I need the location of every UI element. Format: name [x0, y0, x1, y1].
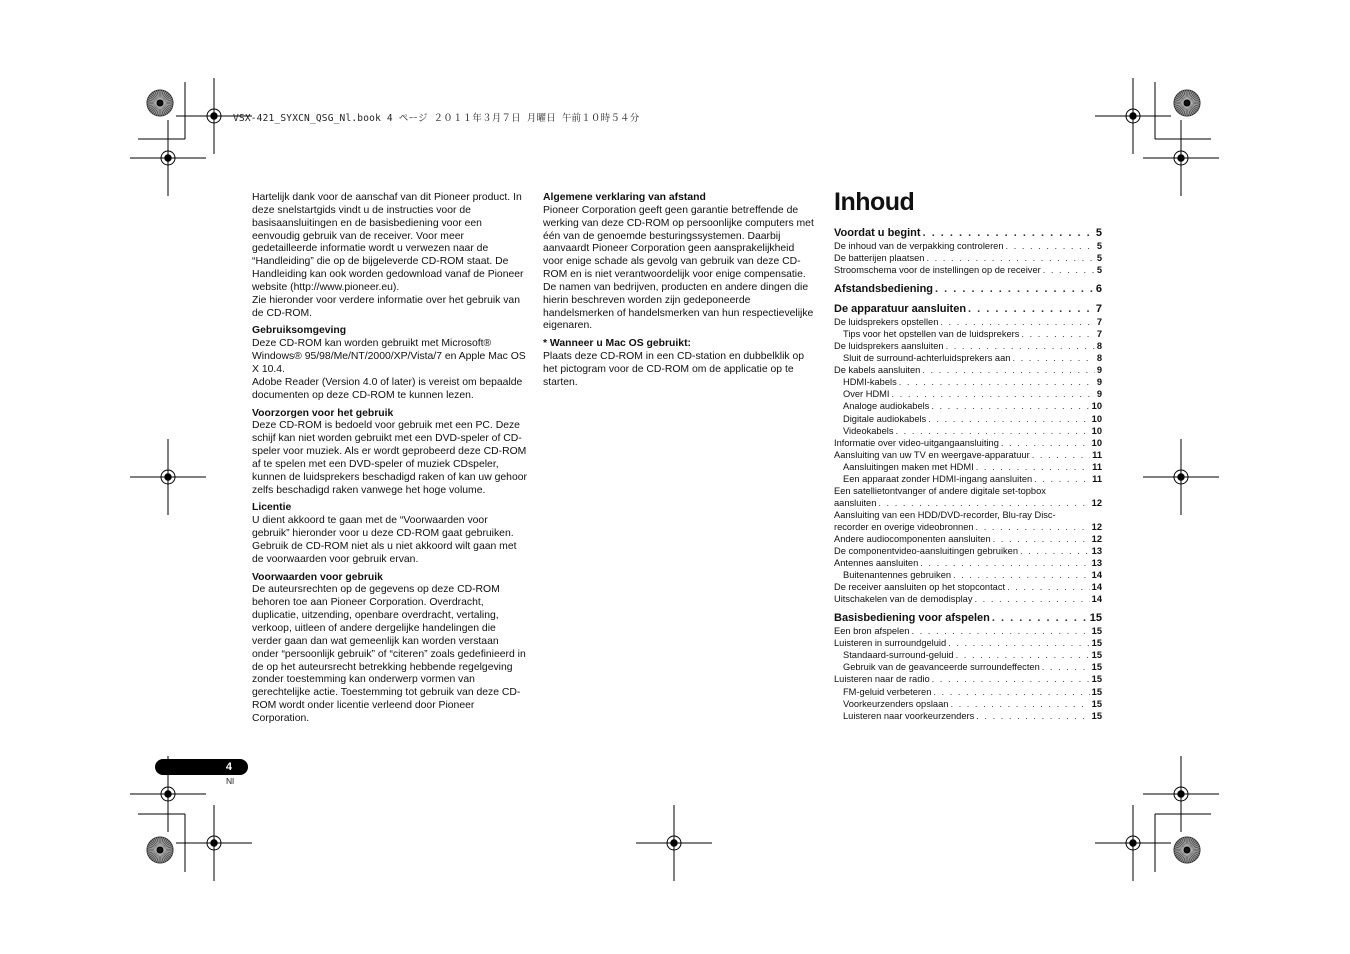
toc-leader — [926, 252, 1094, 264]
toc-entry — [834, 485, 1102, 497]
toc-entry-title: FM-geluid verbeteren — [843, 686, 932, 697]
toc-entry — [834, 252, 1102, 264]
section-heading: * Wanneer u Mac OS gebruikt: — [543, 338, 691, 350]
toc-entry — [834, 316, 1102, 328]
toc-page-number: 15 — [1091, 698, 1102, 709]
toc-chapter-entry — [834, 303, 1102, 316]
crosshair-mark — [165, 791, 171, 797]
toc-page-number: 8 — [1096, 353, 1102, 364]
toc-page-number: 15 — [1089, 612, 1102, 625]
toc-leader — [1007, 581, 1090, 593]
toc-entry-title: De receiver aansluiten op het stopcontact — [834, 582, 1006, 593]
toc-page-number: 7 — [1096, 317, 1102, 328]
star-target-mark — [157, 100, 163, 106]
toc-entry-title: Aansluiting van uw TV en weergave-apparatuur — [834, 449, 1030, 460]
toc-chapter-entry — [834, 227, 1102, 240]
toc-entry-title: De luidsprekers opstellen — [834, 317, 939, 328]
toc-entry-title: Antennes aansluiten — [834, 558, 919, 569]
toc-entry — [834, 569, 1102, 581]
section-paragraph: Pioneer Corporation geeft geen garantie betreffende de werking van deze CD-ROM op persoonlijke computers met één van de genoemde besturingssystemen. Daarbij aanvaardt Pioneer Corporation geen aansprakelijkheid voor enige schade als gevolg van gebruik van deze CD-ROM en is niet verantwoordelijk voor enige compensatie. De namen van bedrijven, producten en andere dingen die hierin beschreven worden zijn gedeponeerde handelsmerken of handelsmerken van hun respectievelijke eigenaren. — [543, 204, 814, 332]
toc-page-number: 10 — [1091, 425, 1102, 436]
toc-entry-title: Aansluitingen maken met HDMI — [843, 461, 974, 472]
table-of-contents — [834, 185, 1102, 729]
intro-paragraph-2: Zie hieronder voor verdere informatie over het gebruik van de CD-ROM. — [252, 294, 520, 319]
toc-page-number: 10 — [1091, 401, 1102, 412]
toc-entry-title: Luisteren naar de radio — [834, 674, 930, 685]
toc-entry-title: Luisteren in surroundgeluid — [834, 638, 947, 649]
toc-entry — [834, 581, 1102, 593]
toc-leader — [946, 340, 1095, 352]
disclaimer-section — [543, 338, 816, 389]
toc-entry — [834, 625, 1102, 637]
crosshair-mark — [1178, 474, 1184, 480]
toc-leader — [976, 710, 1089, 722]
disclaimer-column — [543, 192, 816, 390]
toc-entry — [834, 661, 1102, 673]
toc-page-number: 10 — [1091, 437, 1102, 448]
section-heading: Voorzorgen voor het gebruik — [252, 407, 394, 419]
intro-column — [252, 192, 527, 726]
toc-leader — [1006, 240, 1095, 252]
toc-entry — [834, 437, 1102, 449]
toc-leader — [976, 521, 1090, 533]
section-heading: Gebruiksomgeving — [252, 325, 347, 337]
toc-entry-title: Tips voor het opstellen van de luidsprekers — [843, 329, 1020, 340]
toc-entry-title: Een satellietontvanger of andere digitale set-topbox — [834, 485, 1046, 496]
toc-entry-title: HDMI-kabels — [843, 377, 897, 388]
crosshair-mark — [1178, 155, 1184, 161]
toc-entry-title: Uitschakelen van de demodisplay — [834, 594, 973, 605]
toc-chapter — [834, 612, 1102, 721]
print-header-line: VSX-421_SYXCN_QSG_Nl.book 4 ページ ２０１１年３月７日 月曜日 午前１０時５４分 — [233, 113, 640, 124]
toc-leader — [940, 316, 1094, 328]
toc-page-number: 8 — [1096, 341, 1102, 352]
toc-entry — [834, 698, 1102, 710]
toc-entry-title: Basisbediening voor afspelen — [834, 612, 990, 625]
toc-entry-title: Andere audiocomponenten aansluiten — [834, 533, 991, 544]
toc-entry-title: Over HDMI — [843, 389, 890, 400]
toc-entry — [834, 545, 1102, 557]
toc-leader — [878, 497, 1089, 509]
crosshair-mark — [211, 840, 217, 846]
disclaimer-section — [543, 192, 816, 333]
toc-chapter-entry — [834, 612, 1102, 625]
crosshair-mark — [1130, 840, 1136, 846]
cdrom-section — [252, 572, 527, 726]
toc-entry-title: Digitale audiokabels — [843, 413, 927, 424]
toc-entry-title: De componentvideo-aansluitingen gebruiken — [834, 546, 1018, 557]
toc-entry-title: Gebruik van de geavanceerde surroundeffecten — [843, 662, 1040, 673]
toc-entry — [834, 425, 1102, 437]
toc-entry-title: De luidsprekers aansluiten — [834, 341, 944, 352]
toc-leader — [950, 698, 1089, 710]
toc-page-number: 15 — [1091, 626, 1102, 637]
toc-entry — [834, 328, 1102, 340]
toc-leader — [1043, 264, 1095, 276]
toc-leader — [892, 388, 1095, 400]
toc-entry — [834, 264, 1102, 276]
toc-entry-title: Luisteren naar voorkeurzenders — [843, 710, 975, 721]
toc-entry — [834, 710, 1102, 722]
section-paragraph: U dient akkoord te gaan met de “Voorwaarden voor gebruik” hieronder voor u deze CD-ROM gaat gebruiken. Gebruik de CD-ROM niet als u niet akkoord wilt gaan met de voorwaarden voor gebruik ervan. — [252, 515, 517, 565]
crosshair-mark — [211, 113, 217, 119]
toc-leader — [922, 364, 1095, 376]
star-target-mark — [157, 847, 163, 853]
toc-page-number: 5 — [1096, 253, 1102, 264]
toc-leader — [1012, 352, 1094, 364]
toc-entry-title: De kabels aansluiten — [834, 365, 921, 376]
toc-leader — [1042, 661, 1090, 673]
toc-entry-title: Informatie over video-uitgangaansluiting — [834, 437, 999, 448]
toc-leader — [923, 227, 1094, 240]
toc-leader — [953, 569, 1090, 581]
toc-entry — [834, 376, 1102, 388]
toc-entry-title: recorder en overige videobronnen — [834, 521, 974, 532]
toc-page-number: 5 — [1095, 227, 1102, 239]
toc-title: Inhoud — [834, 188, 915, 216]
toc-entry-title: De inhoud van de verpakking controleren — [834, 241, 1004, 251]
toc-entry-title: Stroomschema voor de instellingen op de receiver — [834, 265, 1041, 276]
section-paragraph: Adobe Reader (Version 4.0 of later) is vereist om bepaalde documenten op deze CD-ROM te kunnen lezen. — [252, 376, 523, 401]
toc-entry-title: Buitenantennes gebruiken — [843, 570, 952, 581]
toc-leader — [899, 376, 1095, 388]
toc-entry — [834, 509, 1102, 521]
toc-entry — [834, 473, 1102, 485]
toc-page-number: 15 — [1091, 710, 1102, 721]
section-heading: Algemene verklaring van afstand — [543, 192, 706, 203]
toc-entry — [834, 637, 1102, 649]
toc-page-number: 5 — [1096, 241, 1102, 251]
toc-leader — [1021, 328, 1094, 340]
toc-entry-title: De batterijen plaatsen — [834, 253, 925, 264]
toc-entry — [834, 400, 1102, 412]
toc-page-number: 12 — [1091, 521, 1102, 532]
toc-leader — [976, 461, 1090, 473]
toc-entry-title: Een bron afspelen — [834, 626, 910, 637]
toc-page-number: 15 — [1091, 638, 1102, 649]
cdrom-section — [252, 408, 527, 498]
toc-entry-title: De apparatuur aansluiten — [834, 303, 967, 316]
toc-chapter — [834, 227, 1102, 276]
toc-entry-title: Standaard-surround-geluid — [843, 650, 954, 661]
toc-page-number: 15 — [1091, 686, 1102, 697]
toc-chapter-entry — [834, 283, 1102, 296]
toc-page-number: 7 — [1096, 329, 1102, 340]
toc-leader — [1034, 473, 1090, 485]
toc-entry — [834, 461, 1102, 473]
toc-entry — [834, 364, 1102, 376]
toc-page-number: 13 — [1091, 546, 1102, 557]
toc-entry-title: Sluit de surround-achterluidsprekers aan — [843, 353, 1011, 364]
toc-entry — [834, 352, 1102, 364]
section-paragraph: Deze CD-ROM is bedoeld voor gebruik met een PC. Deze schijf kan niet worden gebruikt met een DVD-speler of CD-speler voor muziek. Als er wordt geprobeerd deze CD-ROM af te spelen met een DVD-speler of muziek CDspeler, kunnen de luidsprekers beschadigd raken of kan uw gehoor zelfs beschadigd raken vanwege het hoge volume. — [252, 420, 527, 496]
toc-page-number: 9 — [1096, 377, 1102, 388]
toc-leader — [968, 303, 1094, 316]
cdrom-section — [252, 325, 527, 402]
toc-chapter — [834, 303, 1102, 605]
crosshair-mark — [1130, 113, 1136, 119]
toc-leader — [931, 400, 1089, 412]
toc-entry — [834, 649, 1102, 661]
toc-page-number: 10 — [1091, 413, 1102, 424]
cdrom-section — [252, 502, 527, 566]
toc-entry — [834, 686, 1102, 698]
toc-entry-title: Voordat u begint — [834, 227, 921, 239]
toc-chapter — [834, 283, 1102, 296]
toc-entry — [834, 240, 1102, 252]
toc-leader — [1020, 545, 1090, 557]
toc-entry — [834, 557, 1102, 569]
section-paragraph: Deze CD-ROM kan worden gebruikt met Microsoft® Windows® 95/98/Me/NT/2000/XP/Vista/7 en Apple Mac OS X 10.4. — [252, 338, 526, 375]
toc-page-number: 6 — [1095, 283, 1102, 296]
toc-page-number: 9 — [1096, 389, 1102, 400]
toc-entry — [834, 521, 1102, 533]
section-heading: Licentie — [252, 502, 292, 514]
toc-entry-title: aansluiten — [834, 497, 877, 508]
toc-entry — [834, 340, 1102, 352]
crosshair-mark — [165, 474, 171, 480]
toc-leader — [935, 283, 1094, 296]
toc-entry-title: Aansluiting van een HDD/DVD-recorder, Blu-ray Disc- — [834, 509, 1056, 520]
toc-leader — [928, 413, 1089, 425]
toc-entry — [834, 449, 1102, 461]
toc-page-number: 15 — [1091, 662, 1102, 673]
intro-paragraph: Hartelijk dank voor de aanschaf van dit Pioneer product. In deze snelstartgids vindt u de instructies voor de basisaansluitingen en de basisbediening voor een eenvoudig gebruik van de receiver. Voor meer gedetailleerde informatie wordt u verwezen naar de “Handleiding” die op de bijgeleverde CD-ROM staat. De Handleiding kan ook worden gedownload vanaf de Pioneer website (http://www.pioneer.eu). — [252, 192, 524, 293]
toc-entry — [834, 388, 1102, 400]
toc-page-number: 15 — [1091, 650, 1102, 661]
toc-leader — [933, 686, 1089, 698]
toc-page-number: 7 — [1095, 303, 1102, 316]
toc-page-number: 15 — [1091, 674, 1102, 685]
toc-page-number: 5 — [1096, 265, 1102, 276]
toc-entry-title: Analoge audiokabels — [843, 401, 930, 412]
section-paragraph: Plaats deze CD-ROM in een CD-station en dubbelklik op het pictogram voor de CD-ROM om de applicatie op te starten. — [543, 351, 805, 388]
toc-leader — [895, 425, 1089, 437]
toc-leader — [975, 593, 1090, 605]
toc-page-number: 14 — [1091, 582, 1102, 593]
toc-entry — [834, 673, 1102, 685]
page-number: 4 — [225, 761, 232, 773]
toc-entry-title: Videokabels — [843, 425, 894, 436]
toc-page-number: 11 — [1092, 473, 1102, 484]
star-target-mark — [1184, 100, 1190, 106]
toc-leader — [993, 533, 1090, 545]
toc-page-number: 12 — [1091, 533, 1102, 544]
crosshair-mark — [165, 155, 171, 161]
toc-leader — [911, 625, 1089, 637]
toc-entry-title: Afstandsbediening — [834, 283, 934, 296]
toc-page-number: 11 — [1092, 461, 1102, 472]
toc-leader — [956, 649, 1090, 661]
star-target-mark — [1184, 847, 1190, 853]
toc-entry — [834, 497, 1102, 509]
toc-entry — [834, 413, 1102, 425]
section-paragraph: De auteursrechten op de gegevens op deze CD-ROM behoren toe aan Pioneer Corporation. Overdracht, duplicatie, uitzending, openbare overdracht, vertaling, verkoop, uitleen of andere dergelijke handelingen die verder gaan dan wat gemeenlijk kan worden verstaan onder “persoonlijk gebruik” of “citeren” zoals gedefinieerd in de op het auteursrecht betrekking hebbende regelgeving zonder toestemming kan onderwerp vormen van gerechtelijke actie. Toestemming tot gebruik van deze CD-ROM wordt onder licentie verleend door Pioneer Corporation. — [252, 584, 526, 724]
crosshair-mark — [671, 840, 677, 846]
toc-page-number: 14 — [1091, 594, 1102, 605]
toc-entry-title: Voorkeurzenders opslaan — [843, 698, 949, 709]
page-number-tab — [155, 759, 248, 775]
toc-page-number: 9 — [1096, 365, 1102, 376]
crosshair-mark — [1178, 791, 1184, 797]
section-heading: Voorwaarden voor gebruik — [252, 571, 383, 583]
toc-page-number: 14 — [1091, 570, 1102, 581]
toc-page-number: 12 — [1091, 497, 1102, 508]
toc-leader — [932, 673, 1090, 685]
toc-entry — [834, 533, 1102, 545]
toc-leader — [920, 557, 1089, 569]
toc-entry — [834, 593, 1102, 605]
toc-entry-title: Een apparaat zonder HDMI-ingang aansluiten — [843, 473, 1033, 484]
toc-page-number: 13 — [1091, 558, 1102, 569]
language-code: Nl — [226, 776, 235, 786]
toc-leader — [1001, 437, 1090, 449]
toc-page-number: 11 — [1092, 449, 1102, 460]
toc-leader — [1032, 449, 1090, 461]
toc-leader — [992, 612, 1088, 625]
toc-leader — [948, 637, 1090, 649]
